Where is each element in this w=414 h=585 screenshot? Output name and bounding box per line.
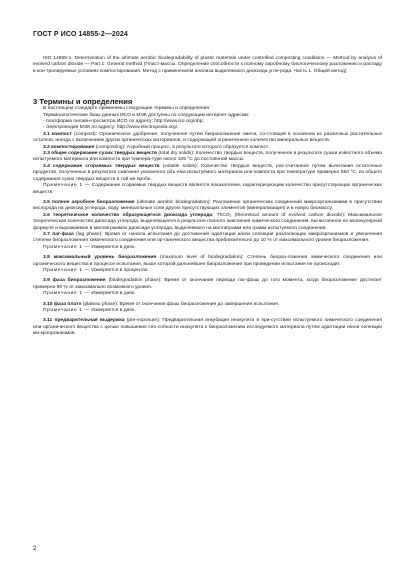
- term-definition: [33, 255, 382, 268]
- term-text: (maximum level of biodegradation): Степень биораз-ложения химического соединения или органического вещества в процессе испытания, выше которой дальнейшее биоразложение при проведении испытания не происходит.: [33, 255, 382, 267]
- term-definition: [33, 232, 382, 245]
- reference-paragraph: ISO 14855-1, Determination of the ultimate aerobic biodegradability of plastic materials under controlled composting conditions — Method by analysis of evolved carbon dioxide — Part 1: General method (Пласт-массы. Определение способности к полному аэробному биологическому разложению и распаду в кон-тролируемых условиях компостирования. Метод с применением анализа выделяемого диоксида угле-рода. Часть 1. Общий метод): [33, 56, 382, 74]
- term-name: содержание сгораемых твердых веществ: [52, 163, 160, 169]
- term-text: (composting): Аэробный процесс, в результате которого образуется компост.: [94, 144, 269, 150]
- note-label: Примечание 1 —: [43, 183, 91, 189]
- document-body: [33, 56, 382, 338]
- term-definition: [33, 318, 382, 337]
- intro-line: - Электропедия МЭК по адресу: http://www.electropedia.org/.: [43, 125, 179, 131]
- term-number: 3.6: [43, 212, 50, 218]
- term-number: 3.5: [43, 199, 50, 205]
- term-number: 3.8: [43, 255, 50, 261]
- note-text: Измеряется в процентах.: [91, 267, 149, 273]
- term-name: фаза плато: [53, 301, 82, 307]
- term-name: максимальный уровень биоразложения: [53, 255, 157, 261]
- term-number: 3.1: [43, 131, 50, 137]
- term-definition: [33, 151, 382, 164]
- term-definition: [33, 213, 382, 232]
- term-number: 3.4: [43, 163, 50, 169]
- term-definition: [33, 278, 382, 291]
- term-text: (compost): Органическое удобрение, полученное путем биоразложения смеси, со-стоящей в основном из различных растительных остатков, иногда с включением других органических материалов, и содержащей ограниченное количество минеральных веществ.: [33, 131, 382, 144]
- terms-list: [33, 132, 382, 338]
- term-text: (plateau phase): Время от окончания фазы биоразложения до завершения испытания.: [81, 301, 280, 307]
- note-paragraph: [33, 183, 382, 196]
- term-text: (total dry solids): Количество твердых веществ, полученное в результате сушки известного объема испытуемого материала или компоста при темпера-туре около 105 °С до постоянной массы.: [33, 151, 383, 163]
- term-number: 3.10: [43, 301, 53, 307]
- term-text: (ultimate aerobic biodegradation): Разложение органических соединений микроорганизмами в присутствии кислорода на диоксид углерода, воду, минеральные соли других присутствующих элементов (минерализация) и в новую биомассу.: [33, 199, 382, 212]
- term-number: 3.9: [43, 278, 50, 284]
- term-name: лаг-фаза: [52, 231, 74, 237]
- term-text: (lag phase): Время от начала испытания до достижения адаптации и/или селекции разлагающих микроорганизмов и увеличения степени биоразложения химического соединения или ор-ганического вещества приблизительно до 10 % от максимального уровня биоразложения.: [33, 231, 382, 244]
- term-text: (volatile solids): Количество твердых веществ, рас-считанное путем вычитания остаточных продуктов, полученных в результате сжигания указанного объ-ема испытуемого материала или компоста при температуре примерно 550 °С, из общего содержания сухих твердых веществ в той же пробе.: [33, 163, 382, 182]
- note-text: Содержание сгораемых твердых веществ является показателем, характеризующим количество присутствующих органических веществ.: [33, 183, 382, 195]
- term-name: предварительная выдержка: [54, 318, 125, 324]
- term-definition: [33, 164, 382, 183]
- term-definition: [33, 200, 382, 213]
- term-text: ; ThCO₂ (theoretical amount of evolved carbon dioxide): Максимальное теоретическое количество диоксида углерода, выделяющееся в результате полного окисления химического соединения, вычисленное по молекулярной формуле и выражаемое в миллиграммах диоксида углерода, выделяемого на миллиграмм или грамм испытуемого соединения.: [33, 212, 383, 231]
- note-label: Примечание 1 —: [43, 244, 91, 250]
- term-name: компостирование: [51, 144, 95, 150]
- term-text: (biodegradation phase): Время от окончания периода лаг-фазы до того момента, когда биоразложение достигает примерно 90 % от максимально возможного уровня.: [33, 278, 383, 290]
- note-label: Примечание 1 —: [43, 267, 91, 273]
- note-text: Измеряется в днях.: [91, 308, 136, 313]
- term-number: 3.7: [43, 231, 50, 237]
- term-text: (pre-exposure): Предварительная инкубация инокулята в при-сутствии испытуемого химического соединения или органического вещества с целью повышения спо-собности инокулята к биоразложению исследуемого материала путем адаптации и/или селекции ми-кроорганизмов.: [33, 318, 382, 337]
- note-label: Примечание 1 —: [43, 291, 91, 297]
- term-number: 3.11: [43, 318, 53, 324]
- page-number: 2: [33, 546, 37, 552]
- term-name: компост: [51, 131, 72, 137]
- note-label: Примечание 1 —: [43, 308, 91, 313]
- note-text: Измеряется в днях.: [91, 291, 136, 297]
- intro-line: В настоящем стандарте применены следующие термины и определения.: [43, 106, 211, 112]
- term-definition: [33, 132, 382, 145]
- intro-line: Терминологические базы данных ИСО и МЭК доступны по следующим интернет-адресам:: [43, 112, 250, 118]
- term-number: 3.2: [43, 144, 50, 150]
- term-name: полное аэробное биоразложение: [51, 199, 135, 205]
- intro-line: - платформа онлайн-просмотра ИСО по адресу: http://www.iso.org/obp;: [43, 119, 204, 125]
- section-title: 3 Термины и определения: [33, 97, 133, 107]
- document-header: ГОСТ Р ИСО 14855-2—2024: [33, 31, 128, 38]
- term-name: фаза биоразложения: [52, 278, 106, 284]
- note-text: Измеряется в днях.: [91, 244, 136, 250]
- term-name: теоретическое количество образующегося диоксида углерода: [52, 212, 213, 218]
- term-name: общее содержание сухих твердых веществ: [51, 151, 158, 157]
- term-number: 3.3: [43, 151, 50, 157]
